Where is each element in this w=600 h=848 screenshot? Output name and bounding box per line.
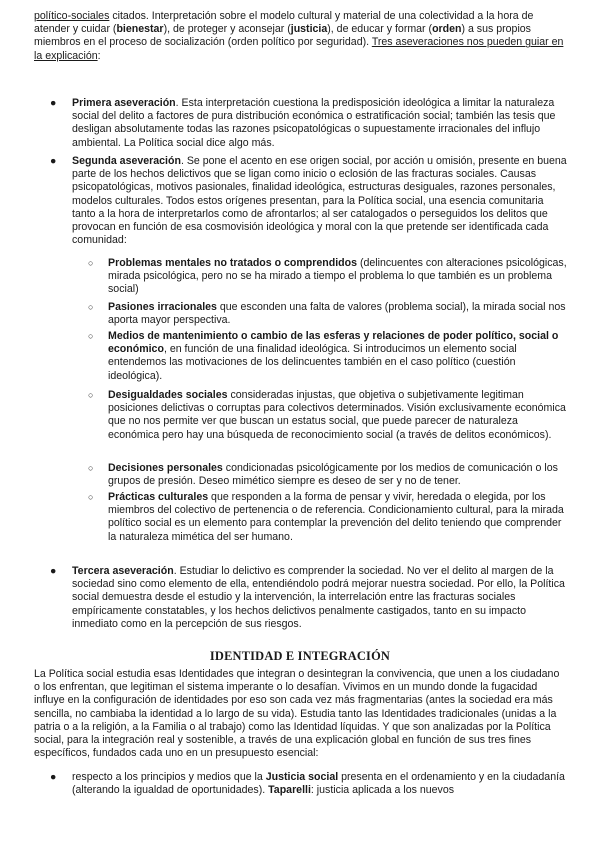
intro-text-1: citados. Interpretación sobre el modelo cultural y material de una colectividad a la hora de atender y cuidar ( <box>34 10 534 36</box>
aseveracion-3-title: Tercera aseveración <box>72 565 174 577</box>
aseveracion-2-text: . Se pone el acento en ese origen social, por acción u omisión, presente en buena parte de los hechos delictivos que se ligan como inicio o eclosión de las fracturas sociales. Causas psicopatológicas, motivos pasionales, finalidad ideológica, estructuras desiguales, razones personales, modelos culturales. Todos estos orígenes presentan, para la Política social, una esencia comunitaria tanto a la hora de interpretarlos como de afrontarlos; al ser catalogados o perseguidos los delitos que provocan en función de esa cosmovisión ideológica y moral con la que pretende ser identificada cada comunidad: <box>72 155 567 247</box>
intro-text-2: ), de proteger y aconsejar ( <box>163 23 291 36</box>
subitem-6-title: Prácticas culturales <box>108 491 209 503</box>
last-bullet-text-1: respecto a los principios y medios que la <box>72 771 266 783</box>
subitem-3-text: , en función de una finalidad ideológica. Si introducimos un elemento social entendemos las motivaciones de los delincuentes también en el caso político (cuestión ideológica). <box>108 343 517 382</box>
subitem-6-text: que responden a la forma de pensar y vivir, heredada o elegida, por los miembros del colectivo de pertenencia o de referencia. Condicionamiento cultural, para la mirada político social es un elemento para contemplar la prevención del delito teniendo que comprender la naturaleza mimética del ser humano. <box>108 491 564 543</box>
subitem-5-text: condicionadas psicológicamente por los medios de comunicación o los grupos de presión. Deseo mimético siempre es deseo de ser y no de tener. <box>108 462 558 488</box>
justicia-social-term: Justicia social <box>265 771 339 783</box>
aseveracion-3-text: . Estudiar lo delictivo es comprender la sociedad. No ver el delito al margen de la sociedad sino como elemento de ella, entendiéndolo podrá mejorar nuestra sociedad. Por ello, la Política social demuestra desde el estudio y la intervención, la interrelación entre las fracturas sociales empíricamente constatables, y los hechos delictivos penalmente castigados, tanto en su impacto inmediato como en la percepción de sus riesgos. <box>72 565 565 630</box>
aseveracion-1-text: . Esta interpretación cuestiona la predisposición ideológica a limitar la naturaleza social del delito a factores de pura distribución económica o estratificación social; también las tesis que desligan absolutamente todas las razones psicopatológicas o supuestamente irracionales del influjo ambiental. La Política social dice algo más. <box>72 97 556 149</box>
circle-bullet-icon: ○ <box>88 302 94 312</box>
last-bullet-text-2: presenta en el ordenamiento y en la ciudadanía (alterando la igualdad de oportunidades). <box>72 771 565 797</box>
intro-paragraph <box>34 10 567 63</box>
circle-bullet-icon: ○ <box>88 492 94 502</box>
section-heading: IDENTIDAD E INTEGRACIÓN <box>209 649 391 663</box>
subitem-2 <box>90 301 567 327</box>
intro-link: político-sociales <box>34 10 110 22</box>
subitem-6 <box>90 491 567 544</box>
aseveracion-2-title: Segunda aseveración <box>72 155 181 167</box>
taparelli-term: Taparelli <box>268 784 311 797</box>
intro-text-4: ) a sus propios miembros en el proceso de socialización (orden político por seguridad). <box>34 23 531 49</box>
circle-bullet-icon: ○ <box>88 331 94 341</box>
aseveracion-3 <box>52 565 567 631</box>
justicia-social-bullet <box>52 771 567 797</box>
subitem-4-title: Desigualdades sociales <box>108 389 228 401</box>
justicia-term: justicia <box>290 23 328 36</box>
subitem-5 <box>90 462 567 488</box>
subitem-5-title: Decisiones personales <box>108 462 223 474</box>
subitem-1-title: Problemas mentales no tratados o comprendidos <box>108 257 358 269</box>
subitem-3-title: Medios de mantenimiento o cambio de las esferas y relaciones de poder político, social o económico <box>108 330 559 356</box>
circle-bullet-icon: ○ <box>88 390 94 400</box>
bullet-icon: ● <box>50 155 57 167</box>
bienestar-term: bienestar <box>116 23 164 36</box>
orden-term: orden <box>432 23 462 36</box>
aseveracion-2 <box>52 155 567 247</box>
last-bullet-text-3: : justicia aplicada a los nuevos <box>310 784 455 797</box>
subitem-2-title: Pasiones irracionales <box>108 301 217 313</box>
bullet-icon: ● <box>50 97 57 109</box>
bullet-icon: ● <box>50 771 57 783</box>
circle-bullet-icon: ○ <box>88 258 94 268</box>
aseveracion-1-title: Primera aseveración <box>72 97 176 109</box>
intro-underlined: Tres aseveraciones nos pueden guiar en la explicación <box>34 36 564 62</box>
subitem-1-text: (delincuentes con alteraciones psicológicas, mirada psicológica, pero no se ha mirado a tiempo el problema lo que también es un problema social) <box>108 257 567 296</box>
subitem-2-text: que esconden una falta de valores (problema social), la mirada social nos aporta mayor perspectiva. <box>108 301 566 327</box>
subitem-1 <box>90 257 567 297</box>
circle-bullet-icon: ○ <box>88 463 94 473</box>
bullet-icon: ● <box>50 565 57 577</box>
aseveracion-1 <box>52 97 567 150</box>
intro-text-3: ), de educar y formar ( <box>327 23 433 36</box>
subitem-4-text: consideradas injustas, que objetiva o subjetivamente legitiman posiciones delictivas o corruptas para colectivos determinados. Visión exclusivamente económica que no nos permite ver que buscan un estatus social, que puede parecer de naturaleza económica pero hay una búsqueda de reconocimiento social (a través de delitos económicos). <box>108 389 566 441</box>
subitem-4 <box>90 389 567 442</box>
intro-text-5: : <box>97 49 101 62</box>
subitem-3 <box>90 330 567 383</box>
section-paragraph: La Política social estudia esas Identidades que integran o desintegran la convivencia, que unen a los ciudadano o los enfrentan, que legitiman el sistema imperante o lo desafían. Vivimos en un mundo donde la fugacidad influye en la configuración de identidades por eso son cada vez más fragmentarias (antes la sociedad era más sencilla, no cambiaba la identidad a lo largo de su vida). Estudia tanto las Identidades tradicionales (unidas a la patria o a la religión, a la Familia o al trabajo) como las Identidad líquidas. Y que son analizadas por la Política social, para la integración real y sostenible, a través de una explicación global en función de sus tres fines específicos, fundados cada uno en un presupuesto esencial: <box>34 668 560 760</box>
